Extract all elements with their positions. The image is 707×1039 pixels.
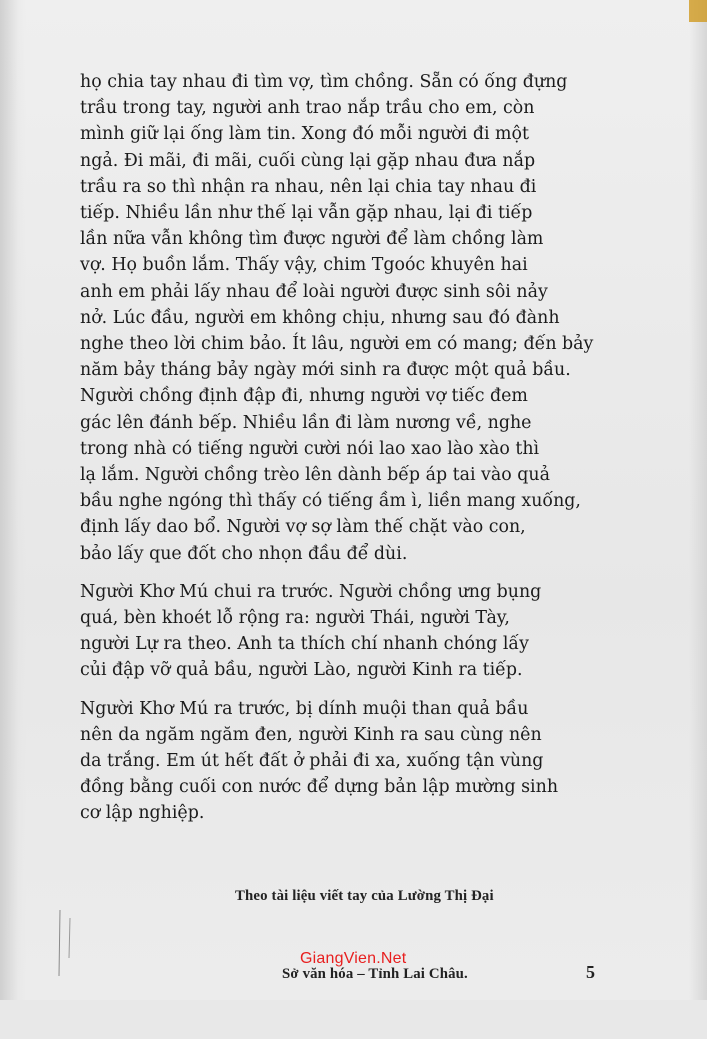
text-line: củi đập vỡ quả bầu, người Lào, người Kinh ra tiếp.	[80, 660, 523, 681]
text-line: trầu ra so thì nhận ra nhau, nên lại chia tay nhau đi	[80, 176, 537, 197]
watermark-link[interactable]: GiangVien.Net	[300, 950, 407, 967]
text-line: họ chia tay nhau đi tìm vợ, tìm chồng. Sẵn có ống đựng	[80, 72, 568, 92]
text-line: vợ. Họ buồn lắm. Thấy vậy, chim Tgoóc khuyên hai	[80, 255, 528, 276]
text-line: trong nhà có tiếng người cười nói lao xao lào xào thì	[80, 438, 540, 459]
corner-mark	[689, 0, 707, 22]
source-attribution	[235, 831, 494, 1039]
page-left-shadow	[0, 0, 26, 1000]
text-line: lần nữa vẫn không tìm được người để làm chồng làm	[80, 229, 544, 250]
margin-scratch-marks	[56, 908, 78, 978]
page-number: 5	[586, 962, 595, 982]
text-line: định lấy dao bổ. Người vợ sợ làm thế chặt vào con,	[80, 517, 526, 538]
text-line: nghe theo lời chim bảo. Ít lâu, người em có mang; đến bảy	[80, 334, 594, 355]
text-line: mình giữ lại ống làm tin. Xong đó mỗi người đi một	[80, 124, 530, 145]
text-line: anh em phải lấy nhau để loài người được sinh sôi nảy	[80, 281, 548, 302]
text-line: bầu nghe ngóng thì thấy có tiếng ầm ì, liền mang xuống,	[80, 491, 581, 512]
text-line: cơ lập nghiệp.	[80, 803, 205, 824]
text-line: tiếp. Nhiều lần như thế lại vẫn gặp nhau, lại đi tiếp	[80, 203, 533, 224]
paragraph-3	[80, 696, 625, 827]
body-text	[80, 69, 625, 827]
text-line: Người Khơ Mú chui ra trước. Người chồng ưng bụng	[80, 581, 542, 602]
paragraph-2	[80, 579, 625, 684]
text-line: bảo lấy que đốt cho nhọn đầu để dùi.	[80, 543, 408, 564]
text-line: người Lự ra theo. Anh ta thích chí nhanh chóng lấy	[80, 634, 529, 655]
text-line: quá, bèn khoét lỗ rộng ra: người Thái, người Tày,	[80, 608, 510, 629]
text-line: năm bảy tháng bảy ngày mới sinh ra được một quả bầu.	[80, 360, 571, 381]
attribution-line-1: Theo tài liệu viết tay của Lường Thị Đại	[235, 888, 494, 904]
attribution-line-2: Sở văn hóa – Tỉnh Lai Châu.	[282, 966, 468, 982]
text-line: trầu trong tay, người anh trao nắp trầu cho em, còn	[80, 98, 535, 119]
paragraph-1	[80, 69, 625, 567]
text-line: lạ lắm. Người chồng trèo lên dành bếp áp tai vào quả	[80, 465, 550, 486]
text-line: gác lên đánh bếp. Nhiều lần đi làm nương về, nghe	[80, 412, 532, 433]
page-right-shadow	[689, 0, 707, 1000]
text-line: Người chồng định đập đi, nhưng người vợ tiếc đem	[80, 386, 528, 407]
text-line: ngả. Đi mãi, đi mãi, cuối cùng lại gặp nhau đưa nắp	[80, 150, 536, 171]
text-line: đồng bằng cuối con nước để dựng bản lập mường sinh	[80, 777, 559, 798]
text-line: nở. Lúc đầu, người em không chịu, nhưng sau đó đành	[80, 307, 560, 328]
text-line: Người Khơ Mú ra trước, bị dính muội than quả bầu	[80, 698, 529, 719]
text-line: nên da ngăm ngăm đen, người Kinh ra sau cùng nên	[80, 724, 542, 745]
text-line: da trắng. Em út hết đất ở phải đi xa, xuống tận vùng	[80, 751, 544, 772]
